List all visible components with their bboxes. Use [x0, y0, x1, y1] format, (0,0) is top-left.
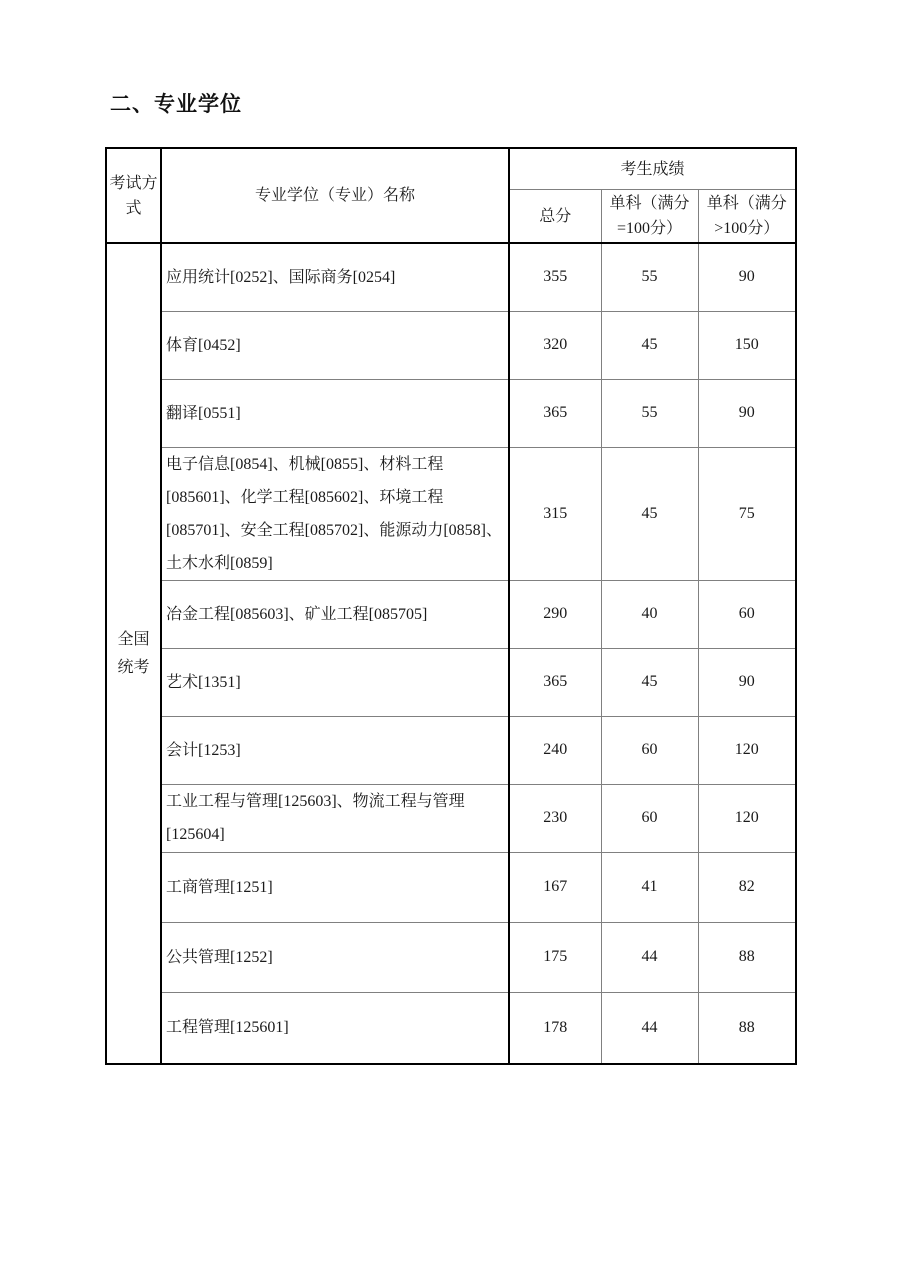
single-100-cell: 45: [601, 648, 698, 716]
single-100-cell: 60: [601, 784, 698, 852]
score-group-header: 考生成绩: [509, 148, 796, 190]
total-score-cell: 175: [509, 922, 601, 992]
total-score-cell: 315: [509, 447, 601, 580]
single-100-cell: 55: [601, 379, 698, 447]
table-row: [106, 716, 796, 784]
single-100-cell: 45: [601, 447, 698, 580]
total-score-cell: 355: [509, 243, 601, 311]
total-score-cell: 290: [509, 580, 601, 648]
major-name-cell: 翻译[0551]: [161, 379, 509, 447]
single-gt100-cell: 60: [698, 580, 796, 648]
single-subject-gt100-header: 单科（满分>100分）: [698, 190, 796, 243]
major-name-cell: 电子信息[0854]、机械[0855]、材料工程[085601]、化学工程[085602]、环境工程[085701]、安全工程[085702]、能源动力[0858]、土木水利[0859]: [161, 447, 509, 580]
score-table: [105, 147, 797, 1065]
single-gt100-cell: 90: [698, 379, 796, 447]
table-row: [106, 922, 796, 992]
major-name-cell: 工程管理[125601]: [161, 992, 509, 1064]
single-100-cell: 55: [601, 243, 698, 311]
total-score-cell: 365: [509, 648, 601, 716]
single-gt100-cell: 90: [698, 243, 796, 311]
major-name-cell: 会计[1253]: [161, 716, 509, 784]
single-gt100-cell: 150: [698, 311, 796, 379]
single-100-cell: 41: [601, 852, 698, 922]
exam-mode-header: 考试方式: [106, 148, 161, 243]
single-subject-100-header: 单科（满分=100分）: [601, 190, 698, 243]
single-gt100-cell: 120: [698, 784, 796, 852]
major-name-cell: 工商管理[1251]: [161, 852, 509, 922]
section-title: 二、专业学位: [110, 93, 242, 116]
table-row: [106, 243, 796, 311]
major-name-cell: 工业工程与管理[125603]、物流工程与管理[125604]: [161, 784, 509, 852]
single-gt100-cell: 90: [698, 648, 796, 716]
table-row: [106, 992, 796, 1064]
single-100-cell: 45: [601, 311, 698, 379]
major-name-cell: 体育[0452]: [161, 311, 509, 379]
table-row: [106, 447, 796, 580]
table-row: [106, 379, 796, 447]
table-row: [106, 648, 796, 716]
single-gt100-cell: 120: [698, 716, 796, 784]
major-name-cell: 冶金工程[085603]、矿业工程[085705]: [161, 580, 509, 648]
single-100-cell: 44: [601, 992, 698, 1064]
total-score-cell: 178: [509, 992, 601, 1064]
single-100-cell: 40: [601, 580, 698, 648]
single-gt100-cell: 88: [698, 922, 796, 992]
single-100-cell: 60: [601, 716, 698, 784]
major-name-cell: 公共管理[1252]: [161, 922, 509, 992]
major-name-header: 专业学位（专业）名称: [161, 148, 509, 243]
single-gt100-cell: 88: [698, 992, 796, 1064]
single-100-cell: 44: [601, 922, 698, 992]
total-score-cell: 365: [509, 379, 601, 447]
total-score-cell: 320: [509, 311, 601, 379]
table-body: [106, 243, 796, 1064]
table-row: [106, 311, 796, 379]
total-score-cell: 167: [509, 852, 601, 922]
table-row: [106, 852, 796, 922]
table-header: [106, 148, 796, 243]
single-gt100-cell: 75: [698, 447, 796, 580]
header-row-group: [106, 148, 796, 190]
major-name-cell: 应用统计[0252]、国际商务[0254]: [161, 243, 509, 311]
table-row: [106, 784, 796, 852]
total-score-cell: 230: [509, 784, 601, 852]
total-score-cell: 240: [509, 716, 601, 784]
exam-mode-cell: 全国统考: [106, 243, 161, 1064]
total-score-header: 总分: [509, 190, 601, 243]
major-name-cell: 艺术[1351]: [161, 648, 509, 716]
table-row: [106, 580, 796, 648]
single-gt100-cell: 82: [698, 852, 796, 922]
